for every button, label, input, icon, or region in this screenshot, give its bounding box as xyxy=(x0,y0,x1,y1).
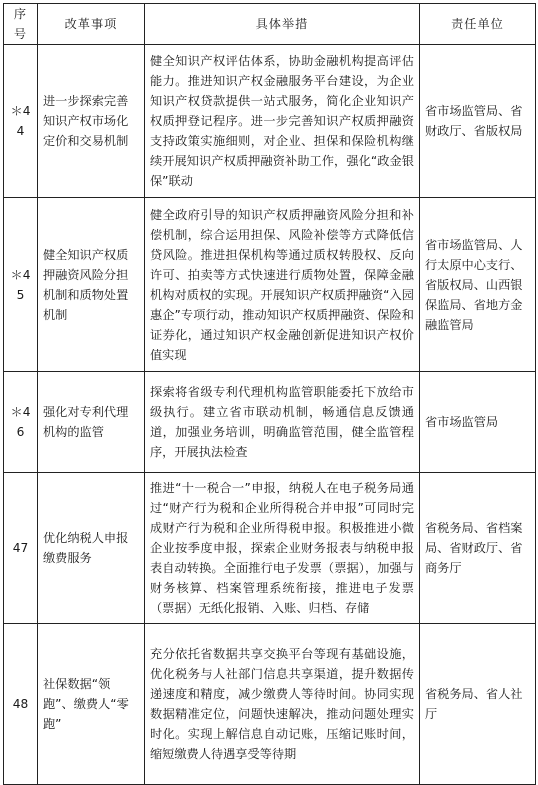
table-row xyxy=(4,198,536,372)
table-row xyxy=(4,372,536,473)
responsible-unit: 省市场监管局、人行太原中心支行、省版权局、山西银保监局、省地方金融监管局 xyxy=(420,198,536,372)
row-number: ＊44 xyxy=(4,45,38,198)
reform-item: 强化对专利代理机构的监管 xyxy=(38,372,145,473)
responsible-unit: 省市场监管局、省财政厅、省版权局 xyxy=(420,45,536,198)
header-item: 改革事项 xyxy=(38,4,145,45)
specific-measure: 健全知识产权评估体系，协助金融机构提高评估能力。推进知识产权金融服务平台建设，为企业知识产权贷款提供一站式服务，简化企业知识产权质押登记程序。进一步完善知识产权质押融资支持政策实施细则，对企业、担保和保险机构继续开展知识产权质押融资补助工作，强化“政金银保”联动 xyxy=(145,45,420,198)
responsible-unit: 省税务局、省人社厅 xyxy=(420,624,536,785)
header-no: 序号 xyxy=(4,4,38,45)
reform-item: 进一步探索完善知识产权市场化定价和交易机制 xyxy=(38,45,145,198)
reform-item: 健全知识产权质押融资风险分担机制和质物处置机制 xyxy=(38,198,145,372)
table-row xyxy=(4,473,536,624)
specific-measure: 充分依托省数据共享交换平台等现有基础设施，优化税务与人社部门信息共享渠道，提升数据传递速度和精度，减少缴费人等待时间。协同实现数据精准定位，问题快速解决，推动问题处理实时化。实现上解信息自动记账，压缩记账时间，缩短缴费人待遇享受等待期 xyxy=(145,624,420,785)
row-number: ＊45 xyxy=(4,198,38,372)
table-row xyxy=(4,624,536,785)
responsible-unit: 省税务局、省档案局、省财政厅、省商务厅 xyxy=(420,473,536,624)
header-measure: 具体举措 xyxy=(145,4,420,45)
specific-measure: 健全政府引导的知识产权质押融资风险分担和补偿机制，综合运用担保、风险补偿等方式降低信贷风险。推进担保机构等通过质权转股权、反向许可、拍卖等方式快速进行质物处置，保障金融机构对质权的实现。开展知识产权质押融资“入园惠企”专项行动，推动知识产权质押融资、保险和证券化，通过知识产权金融创新促进知识产权价值实现 xyxy=(145,198,420,372)
table-row xyxy=(4,45,536,198)
reform-measures-table xyxy=(3,3,536,785)
header-unit: 责任单位 xyxy=(420,4,536,45)
row-number: 48 xyxy=(4,624,38,785)
responsible-unit: 省市场监管局 xyxy=(420,372,536,473)
table-header-row xyxy=(4,4,536,45)
row-number: 47 xyxy=(4,473,38,624)
row-number: ＊46 xyxy=(4,372,38,473)
reform-item: 优化纳税人申报缴费服务 xyxy=(38,473,145,624)
specific-measure: 探索将省级专利代理机构监管职能委托下放给市级执行。建立省市联动机制，畅通信息反馈通道，加强业务培训，明确监管范围，健全监管程序，开展执法检查 xyxy=(145,372,420,473)
specific-measure: 推进“十一税合一”申报，纳税人在电子税务局通过“财产行为税和企业所得税合并申报”可同时完成财产行为税和企业所得税申报。积极推进小微企业按季度申报，探索企业财务报表与纳税申报表自动转换。全面推行电子发票（票据），加强与财务核算、档案管理系统衔接，推进电子发票（票据）无纸化报销、入账、归档、存储 xyxy=(145,473,420,624)
reform-item: 社保数据“领跑”、缴费人“零跑” xyxy=(38,624,145,785)
